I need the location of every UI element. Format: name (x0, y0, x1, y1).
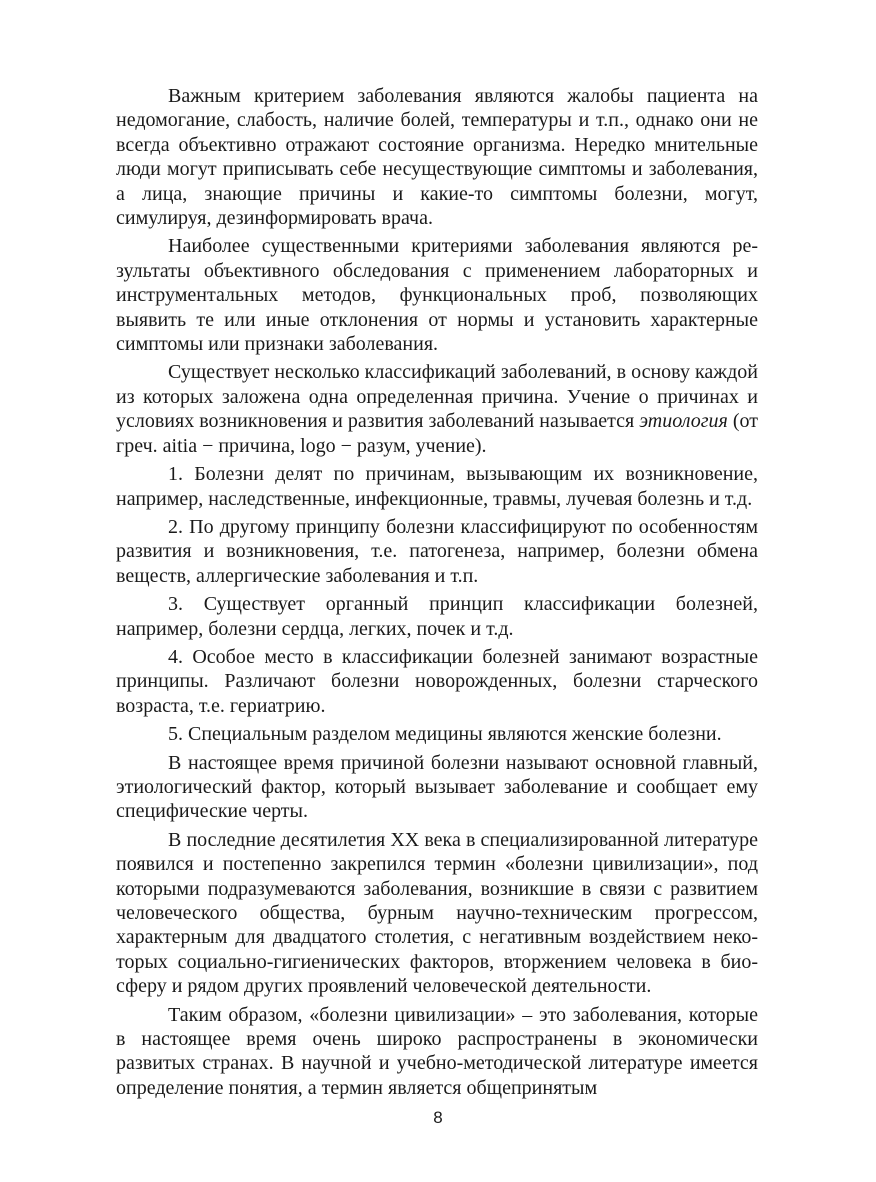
list-item-organ: 3. Существует органный принцип классификации болезней, например, болезни сердца, легких, почек и т.д. (116, 593, 758, 640)
list-item-causes: 1. Болезни делят по причинам, вызывающим их возникновение, например, наследственные, инфекционные, травмы, лучевая болезнь и т.д. (116, 463, 758, 510)
paragraph-main-factor: В настоящее время причиной болезни называют основной главный, этиологический фактор, который вызывает заболевание и сообщает ему специфические черты. (116, 751, 758, 823)
page-number: 8 (433, 1108, 443, 1127)
list-item-womens: 5. Специальным разделом медицины являются женские болезни. (168, 723, 722, 746)
paragraph-conclusion: Таким образом, «болезни цивилизации» – это заболевания, которые в настоящее время очень широко распространены в экономически развитых странах. В научной и учебно-методической литературе имеется определение понятия, а термин является общепринятым (116, 1003, 758, 1099)
list-item-pathogenesis: 2. По другому принципу болезни классифицируют по особенностям развития и возникновения, т.е. патогенеза, например, болезни обмена веществ, аллергические заболевания и т.п. (116, 515, 758, 587)
paragraph-civilization-diseases: В последние десятилетия XX века в специализированной литературе появился и постепенно закрепился термин «болезни цивилизации», под которыми подразумеваются заболевания, возникшие в связи с развитием человеческого общества, бурным научно-техническим прогрессом, характерным для двадцатого столетия, с негативным воздействием некоторых социально-гигиенических факторов, вторжением человека в биосферу и рядом других проявлений человеческой деятельности. (116, 828, 758, 998)
etiology-text-before: Существует несколько классификаций заболеваний, в основу каждой из которых заложена одна определенная причина. Учение о причинах и условиях возникновения и развития заболеваний называется (116, 361, 758, 433)
etiology-text-after: (от греч. aitia − причина, logo − разум, учение). (116, 410, 758, 457)
paragraph-etiology (116, 360, 758, 458)
page-body (116, 84, 758, 1104)
list-item-age: 4. Особое место в классификации болезней занимают возрастные принципы. Различают болезни новорожденных, болезни старческого возраста, т.е. гериатрию. (116, 645, 758, 717)
paragraph-objective-criteria: Наиболее существенными критериями заболевания являются результаты объективного обследования с применением лабораторных и инструментальных методов, функциональных проб, позволяющих выявить те или иные отклонения от нормы и установить характерные симптомы или признаки заболевания. (116, 235, 758, 356)
paragraph-complaints: Важным критерием заболевания являются жалобы пациента на недомогание, слабость, наличие болей, температуры и т.п., однако они не всегда объективно отражают состояние организма. Нередко мнительные люди могут приписывать себе несуществующие симптомы и заболевания, а лица, знающие причины и какие-то симптомы болезни, могут, симулируя, дезинформировать врача. (116, 85, 758, 230)
etiology-term: этиология (639, 410, 728, 433)
